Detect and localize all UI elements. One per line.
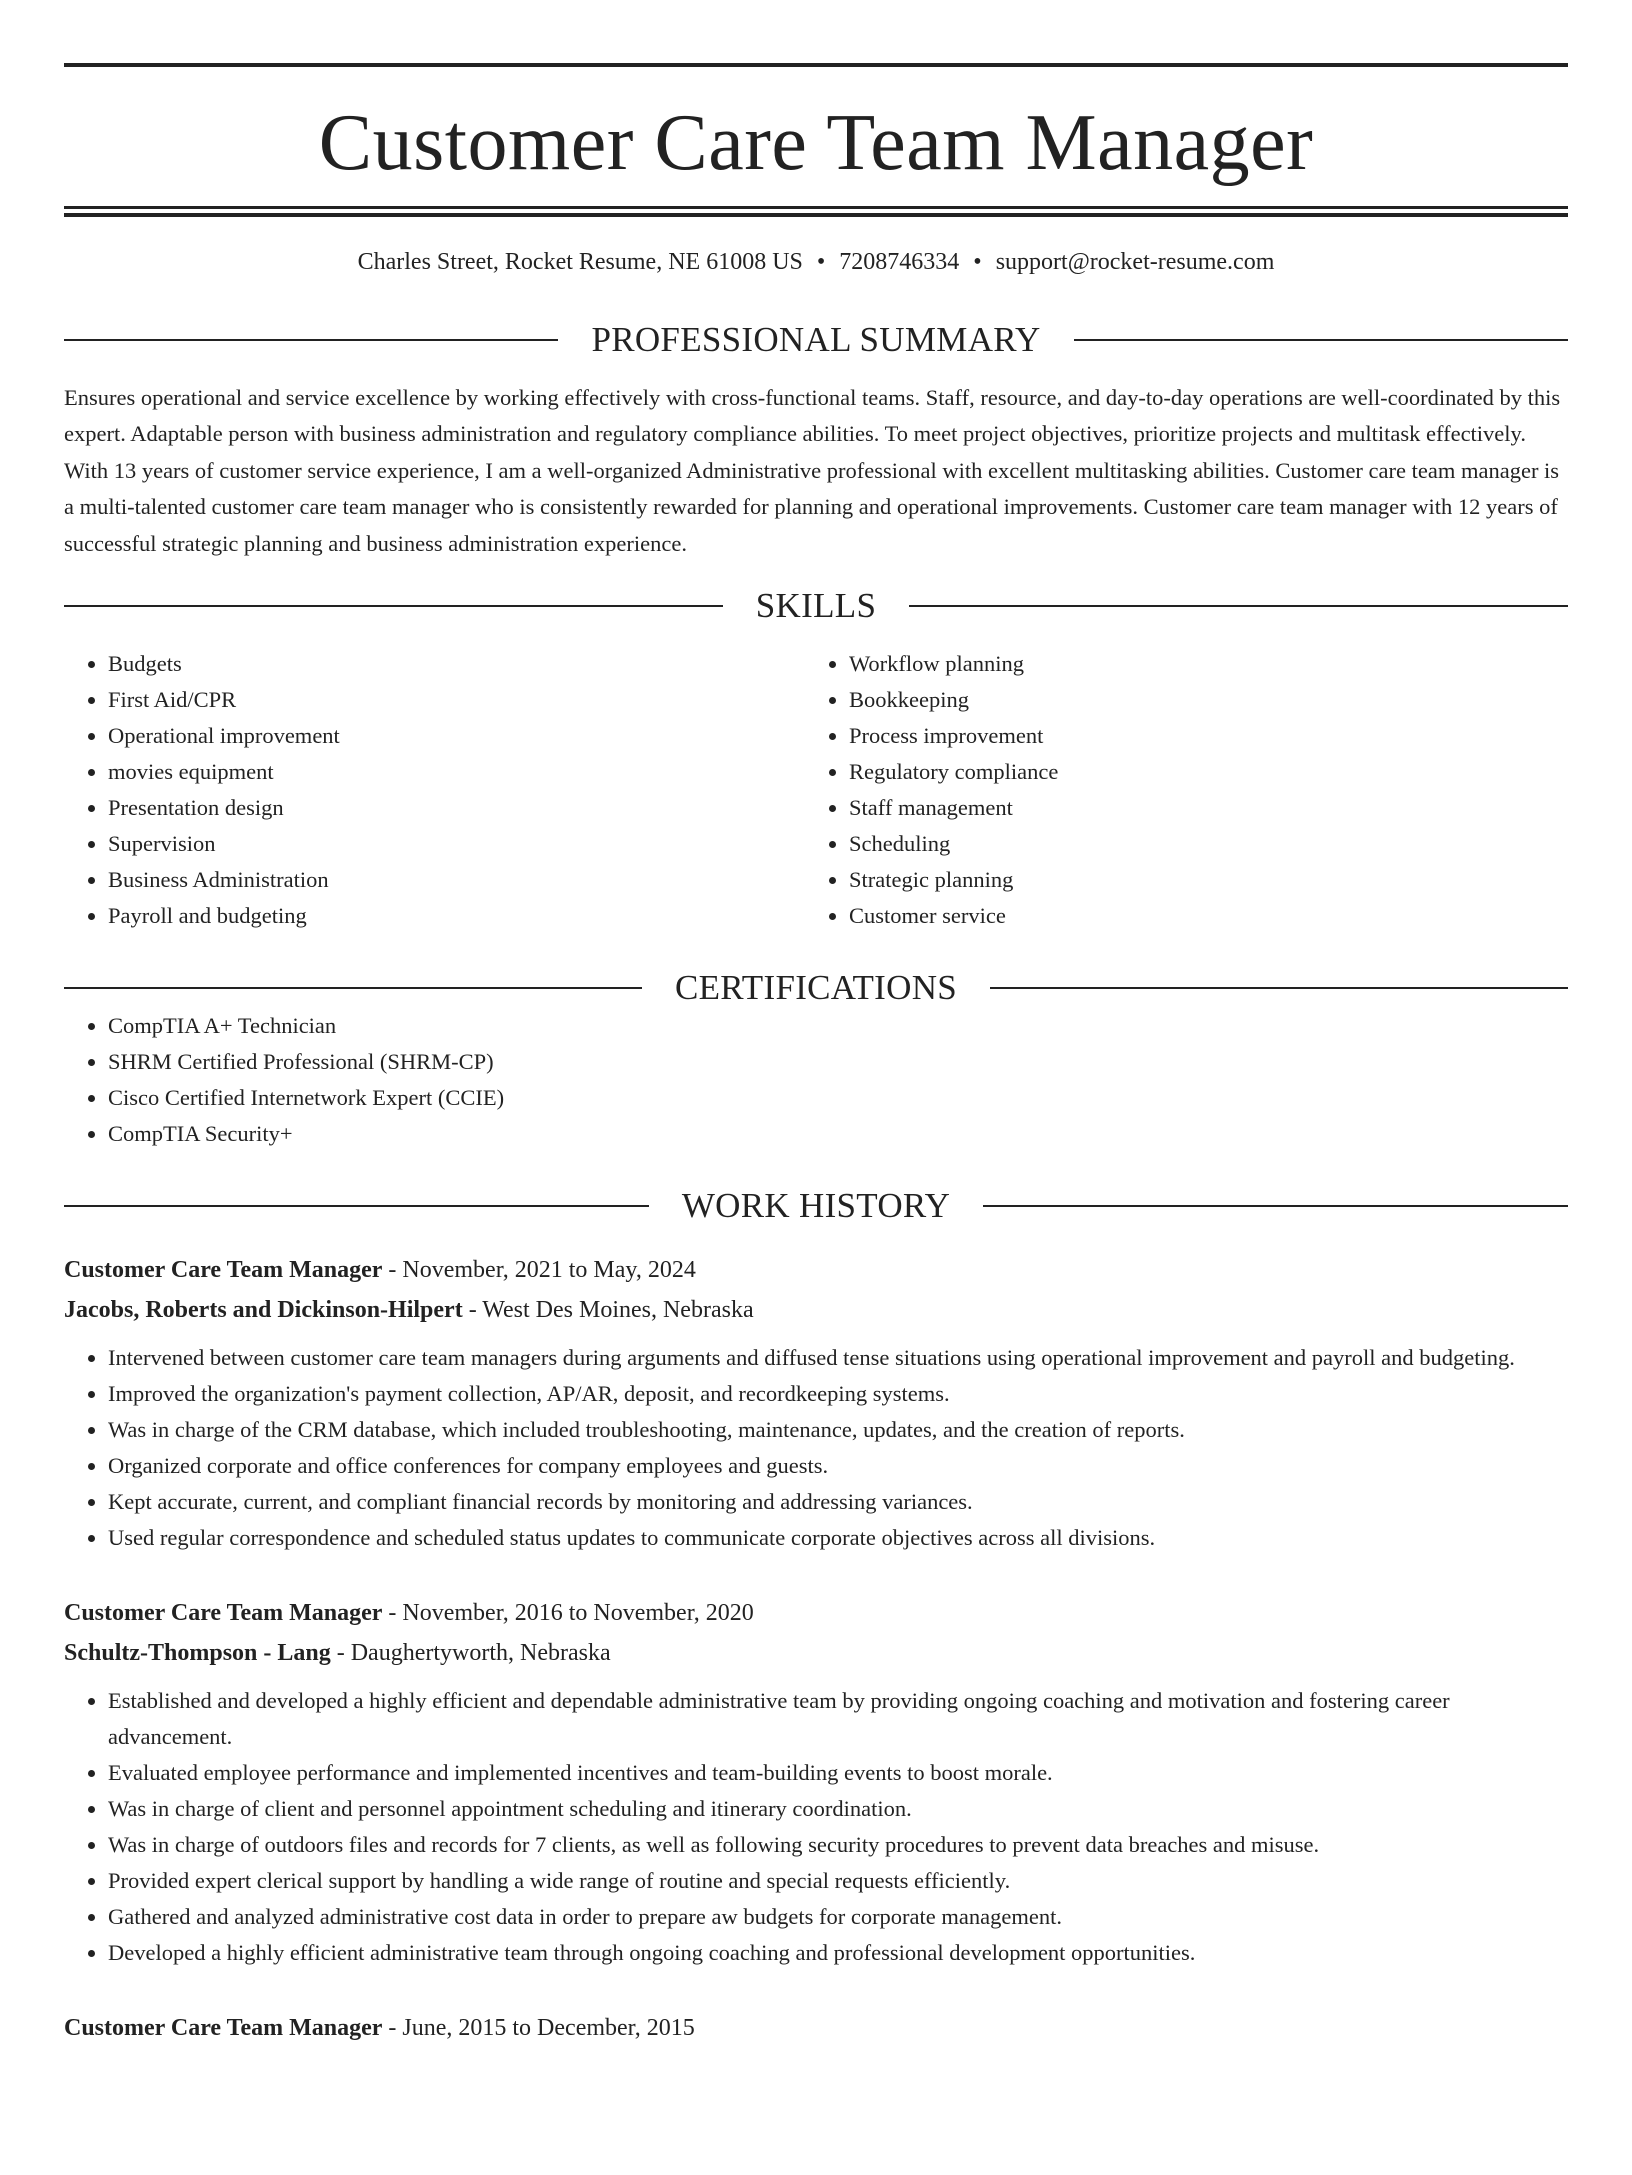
certification-item: • CompTIA A+ Technician — [108, 1008, 1568, 1044]
skill-item: • Regulatory compliance — [849, 754, 1568, 790]
work-history-heading — [64, 1186, 1568, 1226]
heading-rule-left — [64, 339, 558, 341]
job-bullet: • Intervened between customer care team managers during arguments and diffused tense situations using operational improvement and payroll and budgeting. — [108, 1340, 1568, 1376]
skill-item: • Budgets — [108, 646, 805, 682]
skill-item: • Presentation design — [108, 790, 805, 826]
heading-rule-right — [1074, 339, 1568, 341]
job-location: - West Des Moines, Nebraska — [462, 1297, 754, 1324]
summary-heading — [64, 320, 1568, 360]
job-bullet: • Used regular correspondence and scheduled status updates to communicate corporate objectives across all divisions. — [108, 1520, 1568, 1556]
job-bullets — [64, 1683, 1568, 1971]
job-entry — [64, 1250, 1568, 1556]
job-company-line — [64, 1633, 1568, 1673]
job-role-line — [64, 1250, 1568, 1290]
job-company: Jacobs, Roberts and Dickinson-Hilpert — [64, 1297, 463, 1324]
job-dates: - June, 2015 to December, 2015 — [382, 2015, 695, 2042]
job-bullet: • Was in charge of the CRM database, which included troubleshooting, maintenance, updates, and the creation of reports. — [108, 1412, 1568, 1448]
skill-item: • Scheduling — [849, 826, 1568, 862]
contact-phone: 7208746334 — [839, 249, 960, 275]
heading-rule-left — [64, 1205, 649, 1207]
job-bullet: • Developed a highly efficient administrative team through ongoing coaching and professional development opportunities. — [108, 1935, 1568, 1971]
skill-item: • Payroll and budgeting — [108, 898, 805, 934]
skill-item: • Supervision — [108, 826, 805, 862]
work-history-title: WORK HISTORY — [681, 1186, 951, 1226]
job-role-line — [64, 2008, 1568, 2048]
resume-title: Customer Care Team Manager — [318, 99, 1314, 187]
certification-item: • CompTIA Security+ — [108, 1116, 1568, 1152]
skill-item: • Customer service — [849, 898, 1568, 934]
skill-item: • Operational improvement — [108, 718, 805, 754]
job-bullet: • Improved the organization's payment collection, AP/AR, deposit, and recordkeeping systems. — [108, 1376, 1568, 1412]
job-bullet: • Was in charge of outdoors files and records for 7 clients, as well as following security procedures to prevent data breaches and misuse. — [108, 1827, 1568, 1863]
certifications-heading — [64, 968, 1568, 1008]
job-bullet: • Was in charge of client and personnel appointment scheduling and itinerary coordination. — [108, 1791, 1568, 1827]
contact-line — [64, 247, 1568, 277]
skill-item: • Staff management — [849, 790, 1568, 826]
job-role-line — [64, 1593, 1568, 1633]
job-entry — [64, 1593, 1568, 1971]
contact-separator: • — [816, 249, 826, 275]
heading-rule-right — [990, 987, 1568, 989]
job-bullet: • Kept accurate, current, and compliant financial records by monitoring and addressing variances. — [108, 1484, 1568, 1520]
job-company: Schultz-Thompson - Lang — [64, 1640, 331, 1667]
skills-heading — [64, 586, 1568, 626]
job-bullet: • Gathered and analyzed administrative cost data in order to prepare aw budgets for corporate management. — [108, 1899, 1568, 1935]
job-role: Customer Care Team Manager — [64, 1600, 383, 1627]
top-rule — [64, 63, 1568, 67]
job-company-line — [64, 1290, 1568, 1330]
job-bullet: • Evaluated employee performance and implemented incentives and team-building events to boost morale. — [108, 1755, 1568, 1791]
job-bullet: • Provided expert clerical support by handling a wide range of routine and special requests efficiently. — [108, 1863, 1568, 1899]
job-dates: - November, 2016 to November, 2020 — [382, 1600, 754, 1627]
skill-item: • Process improvement — [849, 718, 1568, 754]
contact-separator: • — [973, 249, 982, 275]
skill-item: • Bookkeeping — [849, 682, 1568, 718]
skills-list-right — [805, 646, 1568, 934]
job-role: Customer Care Team Manager — [64, 1257, 383, 1284]
certifications-list — [64, 1008, 1568, 1152]
heading-rule-left — [64, 605, 723, 607]
skills-list-left — [64, 646, 805, 934]
job-bullets — [64, 1340, 1568, 1556]
skills-column-left — [64, 646, 805, 934]
job-dates: - November, 2021 to May, 2024 — [382, 1257, 696, 1284]
job-entry — [64, 2008, 1568, 2048]
resume-page — [0, 63, 1632, 2175]
summary-title: PROFESSIONAL SUMMARY — [591, 320, 1041, 359]
skills-grid — [64, 646, 1568, 934]
skill-item: • Business Administration — [108, 862, 805, 898]
certifications-title: CERTIFICATIONS — [674, 968, 958, 1008]
skills-column-right — [805, 646, 1568, 934]
certification-item: • Cisco Certified Internetwork Expert (CCIE) — [108, 1080, 1568, 1116]
summary-text: Ensures operational and service excellence by working effectively with cross-functional teams. Staff, resource, and day-to-day operations are well-coordinated by this expert. Adaptable person with business administration and regulatory compliance abilities. To meet project objectives, prioritize projects and multitask effectively. With 13 years of customer service experience, I am a well-organized Administrative professional with excellent multitasking abilities. Customer care team manager is a multi-talented customer care team manager who is consistently rewarded for planning and operational improvements. Customer care team manager with 12 years of successful strategic planning and business administration experience. — [64, 385, 1561, 556]
job-location: - Daughertyworth, Nebraska — [330, 1640, 611, 1667]
skill-item: • Strategic planning — [849, 862, 1568, 898]
skill-item: • First Aid/CPR — [108, 682, 805, 718]
skill-item: • movies equipment — [108, 754, 805, 790]
job-bullet: • Established and developed a highly efficient and dependable administrative team by providing ongoing coaching and motivation and fostering career advancement. — [108, 1683, 1568, 1755]
title-double-rule — [64, 206, 1568, 217]
heading-rule-left — [64, 987, 642, 989]
certification-item: • SHRM Certified Professional (SHRM-CP) — [108, 1044, 1568, 1080]
contact-email: support@rocket-resume.com — [995, 249, 1275, 275]
heading-rule-right — [909, 605, 1568, 607]
job-role: Customer Care Team Manager — [64, 2015, 383, 2042]
skills-title: SKILLS — [755, 586, 877, 626]
skill-item: • Workflow planning — [849, 646, 1568, 682]
contact-address: Charles Street, Rocket Resume, NE 61008 US — [357, 249, 803, 275]
job-bullet: • Organized corporate and office conferences for company employees and guests. — [108, 1448, 1568, 1484]
heading-rule-right — [983, 1205, 1568, 1207]
